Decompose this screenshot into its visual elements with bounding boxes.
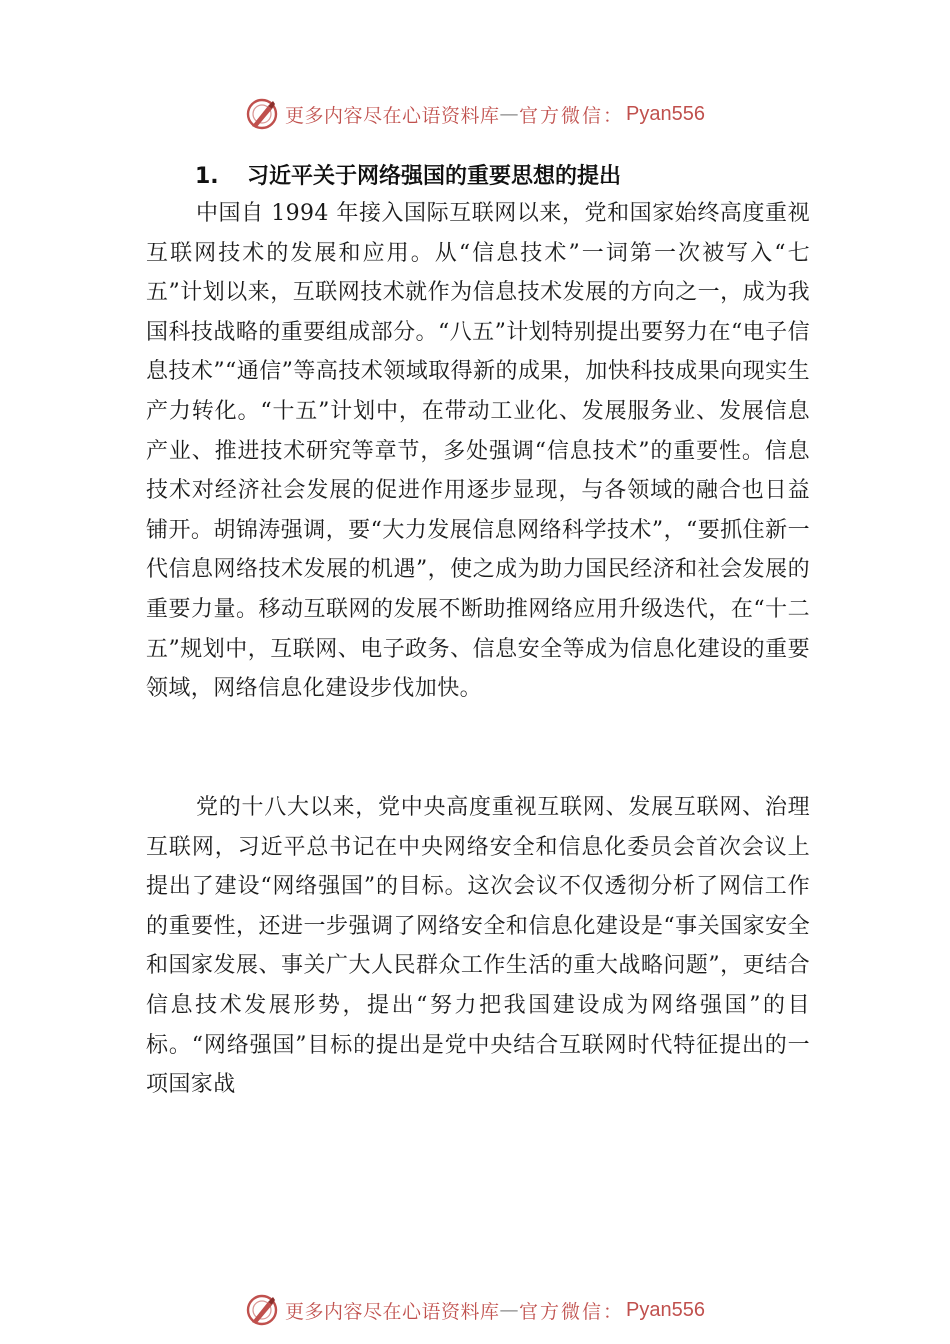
banner-wechat-label: 官方微信： — [519, 1300, 625, 1323]
section-heading — [195, 158, 815, 196]
section-title: 习近平关于网络强国的重要思想的提出 — [247, 164, 622, 189]
pen-logo-icon — [245, 1293, 279, 1327]
banner-wechat-id: Pyan556 — [626, 102, 705, 125]
pen-logo-icon — [245, 97, 279, 131]
body-paragraph-1: 中国自 1994 年接入国际互联网以来，党和国家始终高度重视互联网技术的发展和应用。从“信息技术”一词第一次被写入“七五”计划以来，互联网技术就作为信息技术发展的方向之一，成为我国科技战略的重要组成部分。“八五”计划特别提出要努力在“电子信息技术”“通信”等高技术领域取得新的成果，加快科技成果向现实生产力转化。“十五”计划中，在带动工业化、发展服务业、发展信息产业、推进技术研究等章节，多处强调“信息技术”的重要性。信息技术对经济社会发展的促进作用逐步显现，与各领域的融合也日益铺开。胡锦涛强调，要“大力发展信息网络科学技术”，“要抓住新一代信息网络技术发展的机遇”，使之成为助力国民经济和社会发展的重要力量。移动互联网的发展不断助推网络应用升级迭代，在“十二五”规划中，互联网、电子政务、信息安全等成为信息化建设的重要领域，网络信息化建设步伐加快。 — [146, 201, 810, 702]
banner-text: 更多内容尽在心语资料库 — [285, 1300, 500, 1323]
banner-separator: — — [499, 1299, 520, 1321]
banner-wechat-label: 官方微信： — [519, 104, 625, 127]
banner-separator: — — [499, 103, 520, 125]
body-paragraph-2: 党的十八大以来，党中央高度重视互联网、发展互联网、治理互联网，习近平总书记在中央网络安全和信息化委员会首次会议上提出了建设“网络强国”的目标。这次会议不仅透彻分析了网信工作的重要性，还进一步强调了网络安全和信息化建设是“事关国家安全和国家发展、事关广大人民群众工作生活的重大战略问题”，更结合信息技术发展形势，提出“努力把我国建设成为网络强国”的目标。“网络强国”目标的提出是党中央结合互联网时代特征提出的一项国家战 — [146, 795, 810, 1098]
header-banner — [0, 94, 950, 134]
banner-text: 更多内容尽在心语资料库 — [285, 104, 500, 127]
banner-wechat-id: Pyan556 — [626, 1298, 705, 1321]
section-number: 1. — [195, 164, 219, 189]
footer-banner — [0, 1290, 950, 1330]
